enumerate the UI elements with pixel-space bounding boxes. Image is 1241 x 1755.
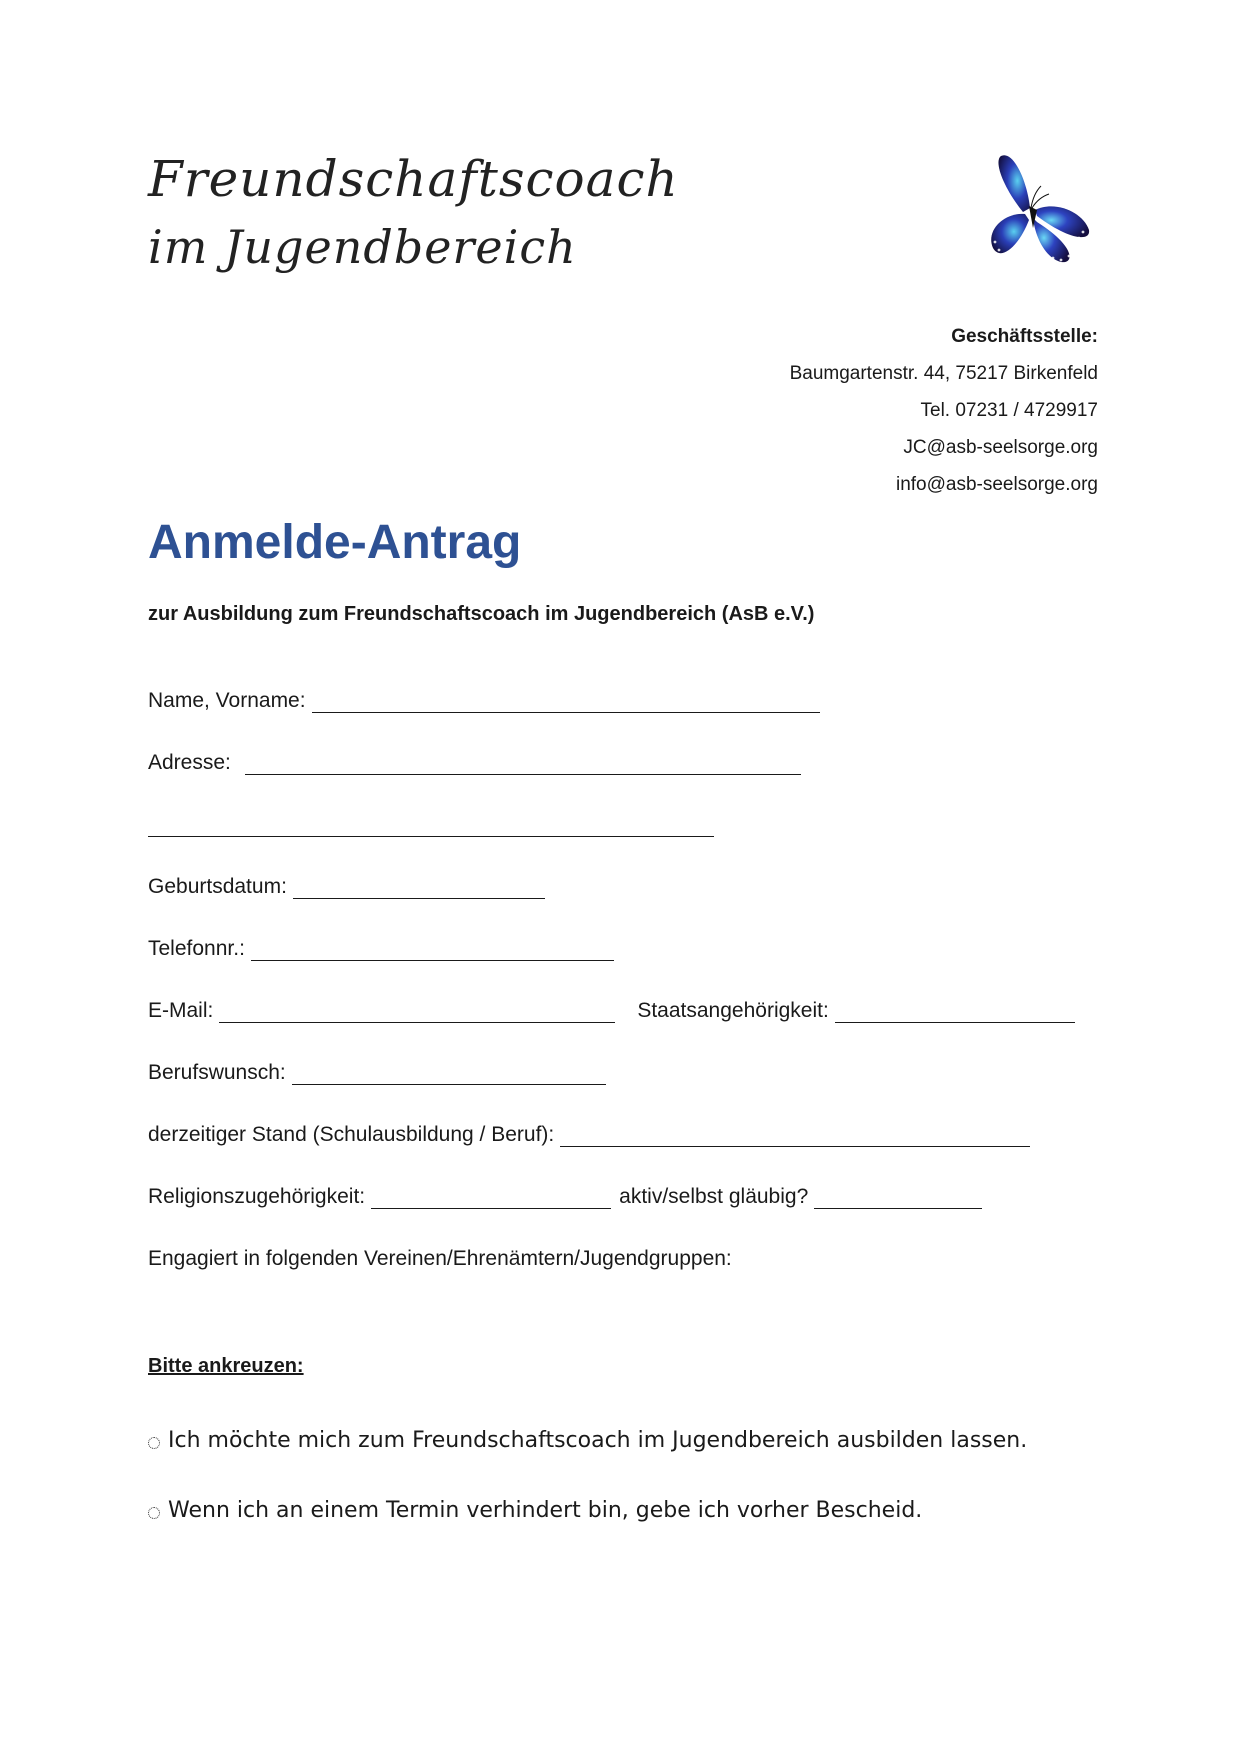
office-address: Baumgartenstr. 44, 75217 Birkenfeld: [789, 363, 1098, 384]
engaged-field-row: [148, 1241, 738, 1271]
butterfly-icon: [975, 150, 1095, 270]
name-label: Name, Vorname:: [148, 689, 306, 712]
career-field-row: [148, 1055, 606, 1085]
religion-field-row: [148, 1179, 982, 1209]
religion-input-line[interactable]: [371, 1186, 611, 1209]
form-title: Anmelde-Antrag: [148, 516, 522, 569]
religion-label: Religionszugehörigkeit:: [148, 1185, 366, 1208]
address-label: Adresse:: [148, 751, 231, 774]
checkbox-label-absence: Wenn ich an einem Termin verhindert bin, gebe ich vorher Bescheid.: [168, 1498, 923, 1523]
engaged-label: Engagiert in folgenden Vereinen/Ehrenämtern/Jugendgruppen:: [148, 1247, 732, 1270]
email-field-row: [148, 993, 1075, 1023]
name-input-line[interactable]: [312, 690, 820, 713]
office-contact-block: [790, 318, 1098, 503]
office-phone: Tel. 07231 / 4729917: [920, 400, 1098, 421]
status-input-line[interactable]: [560, 1124, 1030, 1147]
checkbox-circle-icon[interactable]: [148, 1507, 160, 1519]
checkbox-section-heading: Bitte ankreuzen:: [148, 1355, 304, 1377]
checkbox-row-training[interactable]: [148, 1428, 1027, 1453]
office-heading: Geschäftsstelle:: [951, 326, 1098, 347]
faith-input-line[interactable]: [814, 1186, 982, 1209]
checkbox-row-absence[interactable]: [148, 1498, 922, 1523]
birthdate-field-row: [148, 869, 545, 899]
checkbox-circle-icon[interactable]: [148, 1437, 160, 1449]
address-input-line-1[interactable]: [245, 752, 801, 775]
logo-line-2: im Jugendbereich: [148, 220, 577, 274]
nationality-label: Staatsangehörigkeit:: [637, 999, 829, 1022]
logo-line-1: Freundschaftscoach: [148, 150, 679, 208]
faith-label: aktiv/selbst gläubig?: [619, 1185, 809, 1208]
status-field-row: [148, 1117, 1030, 1147]
office-email-info: info@asb-seelsorge.org: [895, 474, 1098, 495]
name-field-row: [148, 683, 820, 713]
email-label: E-Mail:: [148, 999, 214, 1022]
address-field-row-2: [148, 807, 714, 837]
phone-label: Telefonnr.:: [148, 937, 245, 960]
career-label: Berufswunsch:: [148, 1061, 286, 1084]
office-email-jc: JC@asb-seelsorge.org: [903, 437, 1098, 458]
address-input-line-2[interactable]: [148, 814, 714, 837]
nationality-input-line[interactable]: [835, 1000, 1075, 1023]
phone-input-line[interactable]: [251, 938, 614, 961]
address-field-row: [148, 745, 801, 775]
phone-field-row: [148, 931, 614, 961]
birthdate-label: Geburtsdatum:: [148, 875, 287, 898]
status-label: derzeitiger Stand (Schulausbildung / Beruf):: [148, 1123, 555, 1146]
career-input-line[interactable]: [292, 1062, 606, 1085]
checkbox-label-training: Ich möchte mich zum Freundschaftscoach im Jugendbereich ausbilden lassen.: [168, 1428, 1028, 1453]
email-input-line[interactable]: [219, 1000, 615, 1023]
form-subtitle: zur Ausbildung zum Freundschaftscoach im Jugendbereich (AsB e.V.): [148, 603, 815, 625]
birthdate-input-line[interactable]: [293, 876, 545, 899]
